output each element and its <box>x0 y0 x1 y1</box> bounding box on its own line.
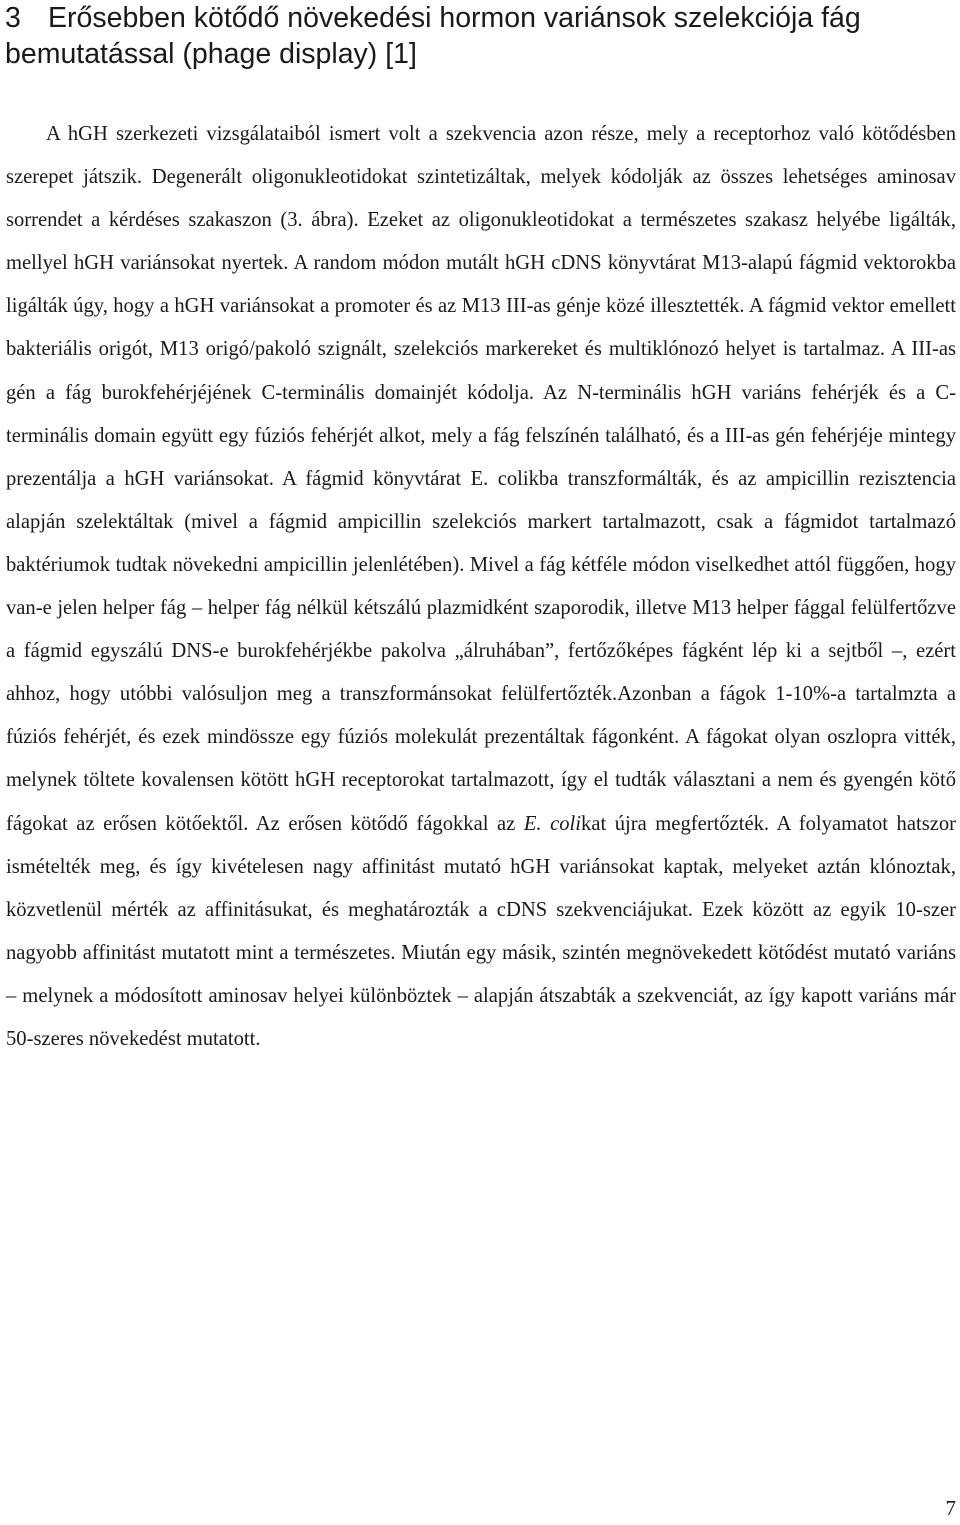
page-number: 7 <box>945 1496 956 1520</box>
section-number: 3 <box>5 2 21 34</box>
paragraph-italic-organism: E. coli <box>523 812 582 835</box>
paragraph-text-part-1: A hGH szerkezeti vizsgálataiból ismert volt a szekvencia azon része, mely a receptorhoz való kötődésben szerepet játszik. Degenerált oligonukleotidokat szintetizáltak, melyek kódolják az összes lehetséges aminosav sorrendet a kérdéses szakaszon (3. ábra). Ezeket az oligonukleotidokat a természetes szakasz helyébe ligálták, mellyel hGH variánsokat nyertek. A random módon mutált hGH cDNS könyvtárat M13-alapú fágmid vektorokba ligálták úgy, hogy a hGH variánsokat a promoter és az M13 III-as génje közé illesztették. A fágmid vektor emellett bakteriális origót, M13 origó/pakoló szignált, szelekciós markereket és multiklónozó helyet is tartalmaz. A III-as gén a fág burokfehérjéjének C-terminális domainjét kódolja. Az N-terminális hGH variáns fehérjék és a C-terminális domain együtt egy fúziós fehérjét alkot, mely a fág felszínén található, és a III-as gén fehérjéje mintegy prezentálja a hGH variánsokat. A fágmid könyvtárat E. colikba transzformálták, és az ampicillin rezisztencia alapján szelektáltak (mivel a fágmid ampicillin szelekciós markert tartalmazott, csak a fágmidot tartalmazó baktériumok tudtak növekedni ampicillin jelenlétében). Mivel a fág kétféle módon viselkedhet attól függően, hogy van-e jelen helper fág – helper fág nélkül kétszálú plazmidként szaporodik, illetve M13 helper fággal felülfertőzve a fágmid egyszálú DNS-e burokfehérjékbe pakolva „álruhában”, fertőzőképes fágként lép ki a sejtből –, ezért ahhoz, hogy utóbbi valósuljon meg a transzformánsokat felülfertőzték.Azonban a fágok 1-10%-a tartalmzta a fúziós fehérjét, és ezek mindössze egy fúziós molekulát prezentáltak fágonként. A fágokat olyan oszlopra vitték, melynek töltete kovalensen kötött hGH receptorokat tartalmazott, így el tudták választani a nem és gyengén kötő fágokat az erősen kötőektől. Az erősen kötődő fágokkal az <box>6 123 956 835</box>
body-paragraph <box>6 113 956 1061</box>
section-heading <box>5 0 955 72</box>
section-title: Erősebben kötődő növekedési hormon variánsok szelekciója fág bemutatással (phage display) [1] <box>5 2 861 70</box>
paragraph-text-part-2: kat újra megfertőzték. A folyamatot hatszor ismételték meg, és így kivételesen nagy affinitást mutató hGH variánsokat kaptak, melyeket aztán klónoztak, közvetlenül mérték az affinitásukat, és meghatározták a cDNS szekvenciájukat. Ezek között az egyik 10-szer nagyobb affinitást mutatott mint a természetes. Miután egy másik, szintén megnövekedett kötődést mutató variáns – melynek a módosított aminosav helyei különböztek – alapján átszabták a szekvenciát, az így kapott variáns már 50-szeres növekedést mutatott. <box>6 812 957 1050</box>
